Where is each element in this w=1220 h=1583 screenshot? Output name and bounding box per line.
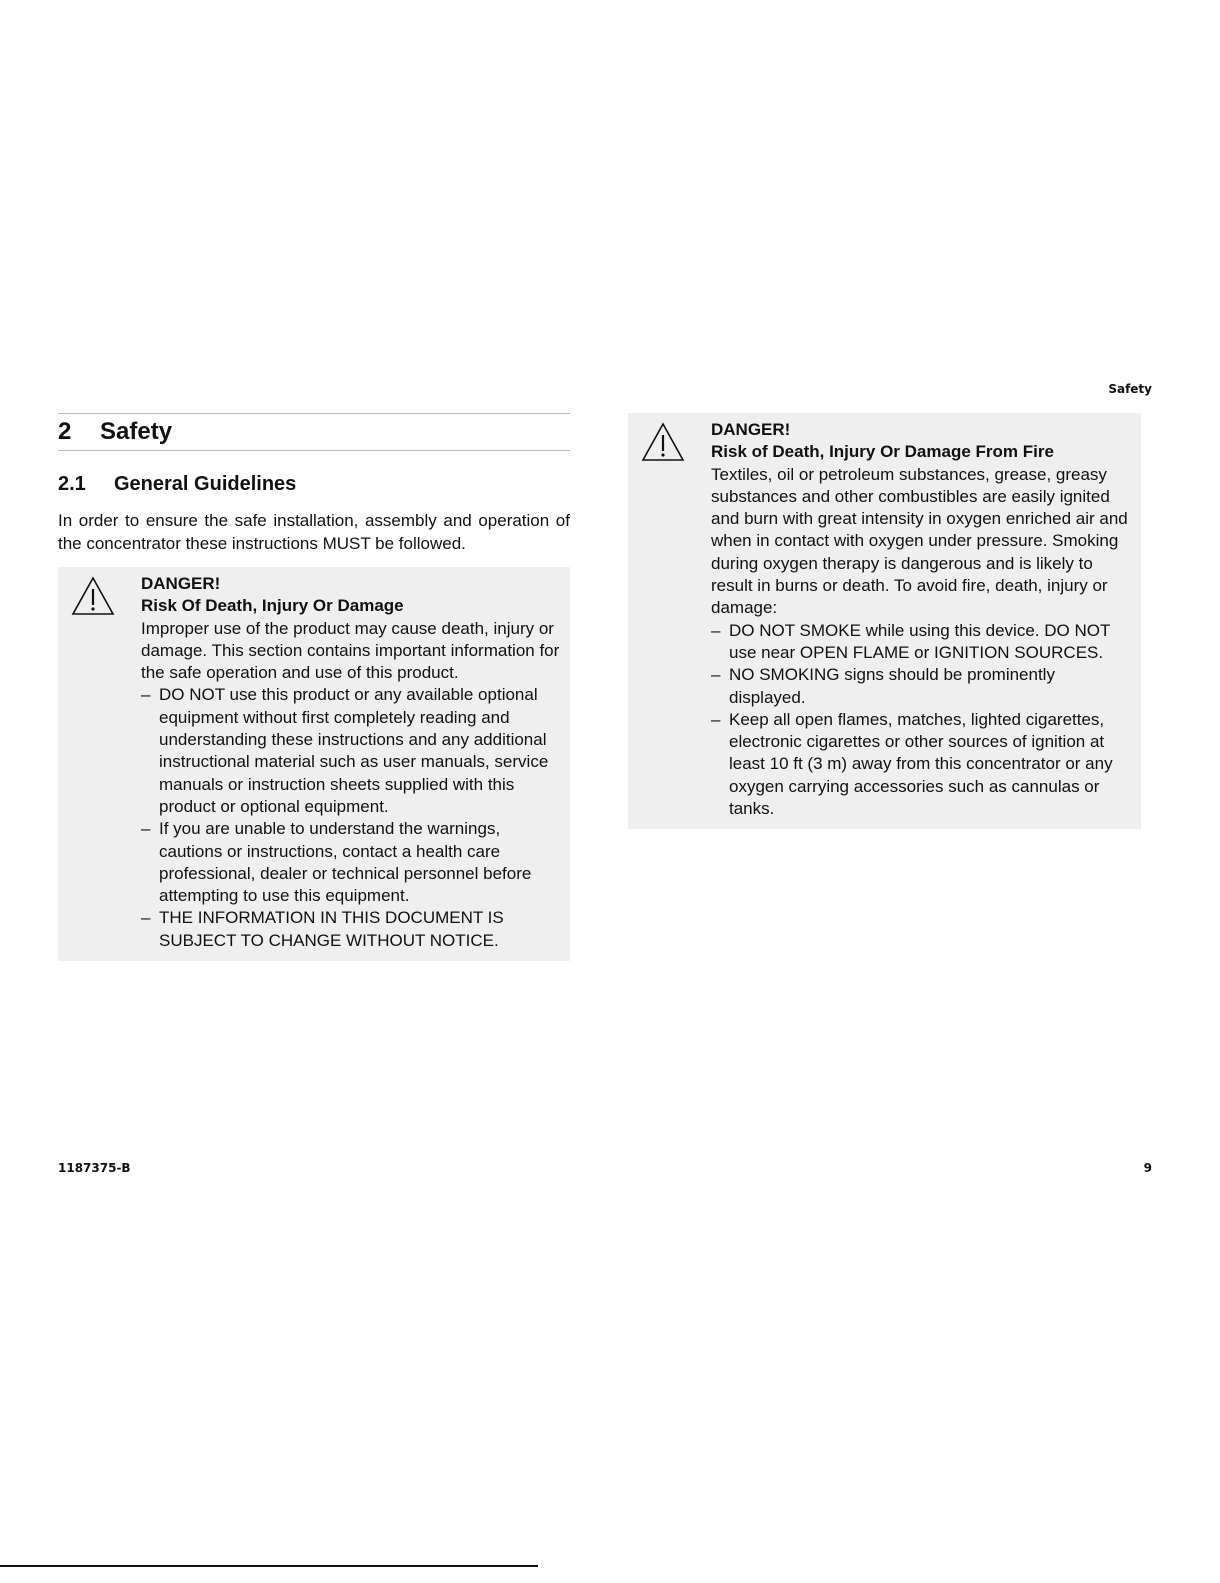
intro-paragraph: In order to ensure the safe installation, assembly and operation of the concentrator these instructions MUST be followed.	[58, 511, 570, 553]
bullet-dash: –	[141, 819, 151, 839]
list-item-text: NO SMOKING signs should be prominently displayed.	[729, 665, 1055, 707]
chapter-title: Safety	[100, 418, 173, 445]
bullet-dash: –	[141, 908, 151, 928]
list-item-text: If you are unable to understand the warnings, cautions or instructions, contact a health care professional, dealer or technical personnel before attempting to use this equipment.	[159, 819, 532, 906]
warning-triangle-icon	[71, 576, 115, 616]
bullet-dash: –	[711, 665, 721, 685]
list-item	[141, 818, 561, 907]
bullet-dash: –	[711, 620, 721, 640]
list-item-text: THE INFORMATION IN THIS DOCUMENT IS SUBJECT TO CHANGE WITHOUT NOTICE.	[159, 908, 504, 950]
danger-body: Textiles, oil or petroleum substances, grease, greasy substances and other combustibles are easily ignited and burn with great intensity in oxygen enriched air and when in contact with oxygen under pressure. Smoking during oxygen therapy is dangerous and is likely to result in burns or death. To avoid fire, death, injury or damage:	[711, 464, 1128, 618]
danger-body: Improper use of the product may cause death, injury or damage. This section contains important information for the safe operation and use of this product.	[141, 618, 560, 683]
warning-triangle-icon	[641, 422, 685, 462]
list-item-text: Keep all open flames, matches, lighted cigarettes, electronic cigarettes or other sources of ignition at least 10 ft (3 m) away from this concentrator or any oxygen carrying accessories such as cannulas or tanks.	[729, 709, 1113, 819]
section-heading	[58, 473, 570, 496]
right-column	[628, 413, 1141, 829]
bullet-dash: –	[141, 685, 151, 705]
document-number: 1187375-B	[58, 1161, 131, 1175]
danger-box-general	[58, 567, 570, 961]
list-item	[711, 709, 1132, 820]
list-item	[711, 620, 1132, 665]
danger-subtitle: Risk Of Death, Injury Or Damage	[141, 596, 404, 616]
section-number: 2.1	[58, 473, 86, 495]
danger-box-fire	[628, 413, 1141, 829]
list-item	[711, 664, 1132, 709]
danger-title: DANGER!	[711, 420, 791, 439]
danger-bullet-list	[141, 684, 561, 952]
bullet-dash: –	[711, 709, 721, 729]
danger-subtitle: Risk of Death, Injury Or Damage From Fire	[711, 442, 1054, 462]
page-number: 9	[1143, 1161, 1152, 1175]
section-title: General Guidelines	[114, 473, 297, 495]
danger-bullet-list	[711, 620, 1132, 821]
running-header: Safety	[1108, 382, 1152, 396]
list-item-text: DO NOT use this product or any available optional equipment without first completely reading and understanding these instructions and any additional instructional material such as user manuals, service manuals or instruction sheets supplied with this product or optional equipment.	[159, 685, 549, 816]
chapter-heading	[58, 413, 570, 451]
chapter-number: 2	[58, 418, 72, 445]
list-item-text: DO NOT SMOKE while using this device. DO NOT use near OPEN FLAME or IGNITION SOURCES.	[729, 620, 1111, 662]
left-column	[58, 413, 570, 961]
list-item	[141, 907, 561, 952]
bottom-rule	[0, 1565, 538, 1567]
list-item	[141, 684, 561, 818]
danger-title: DANGER!	[141, 574, 221, 593]
